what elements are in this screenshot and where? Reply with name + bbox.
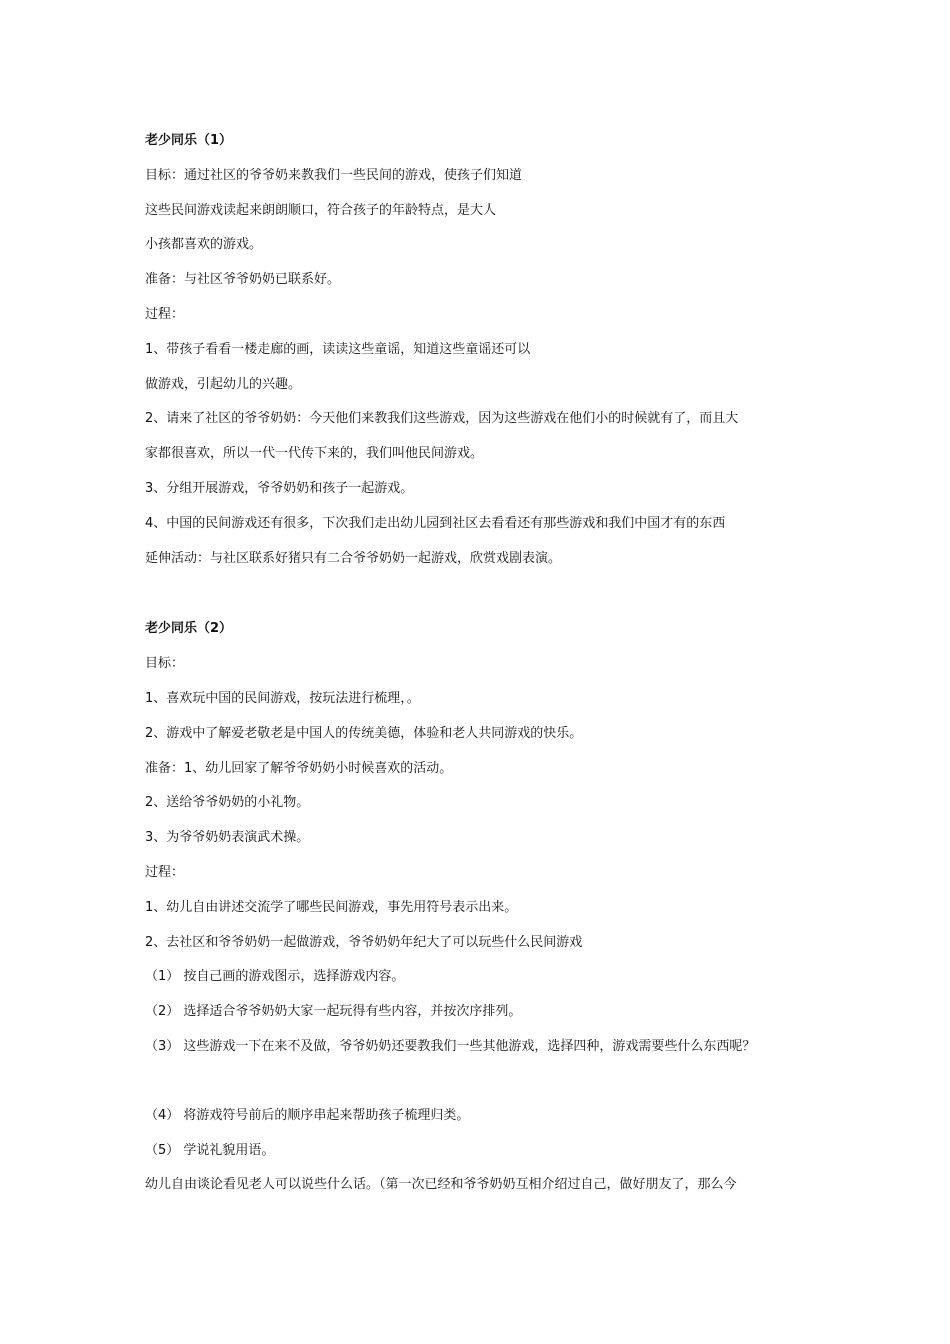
section-2-step-2: 2、去社区和爷爷奶奶一起做游戏，爷爷奶奶年纪大了可以玩些什么民间游戏 (145, 934, 583, 950)
section-2-substep-3: （3） 这些游戏一下在来不及做，爷爷奶奶还要教我们一些其他游戏，选择四种，游戏需要些什么东西呢？ (145, 1038, 756, 1054)
section-1-step-2: 2、请来了社区的爷爷奶奶：今天他们来教我们这些游戏，因为这些游戏在他们小的时候就有了，而且大 (145, 411, 739, 427)
section-2-goal-1: 1、喜欢玩中国的民间游戏，按玩法进行梳理，。 (145, 690, 420, 706)
section-2-process-label: 过程： (145, 864, 185, 880)
section-2-substep-5: （5） 学说礼貌用语。 (145, 1142, 275, 1158)
section-2-substep-2: （2） 选择适合爷爷奶奶大家一起玩得有些内容，并按次序排列。 (145, 1004, 522, 1020)
section-1-step-2-cont: 家都很喜欢，所以一代一代传下来的，我们叫他民间游戏。 (145, 446, 484, 462)
section-2-preparation-2: 2、送给爷爷奶奶的小礼物。 (145, 795, 310, 811)
section-2-substep-1: （1） 按自己画的游戏图示，选择游戏内容。 (145, 969, 405, 985)
section-2-goal-2: 2、游戏中了解爱老敬老是中国人的传统美德，体验和老人共同游戏的快乐。 (145, 725, 583, 741)
section-spacer (145, 576, 835, 612)
section-1-step-4: 4、中国的民间游戏还有很多，下次我们走出幼儿园到社区去看看还有那些游戏和我们中国才有的东西 (145, 515, 726, 531)
section-2-substep-4: （4） 将游戏符号前后的顺序串起来帮助孩子梳理归类。 (145, 1107, 470, 1123)
section-1-step-1: 1、带孩子看看一楼走廊的画，读读这些童谣，知道这些童谣还可以 (145, 341, 531, 357)
section-2-step-1: 1、幼儿自由讲述交流学了哪些民间游戏，事先用符号表示出来。 (145, 899, 518, 915)
section-1-extension: 延伸活动：与社区联系好猪只有二合爷爷奶奶一起游戏，欣赏戏剧表演。 (145, 550, 562, 566)
section-1-step-3: 3、分组开展游戏，爷爷奶奶和孩子一起游戏。 (145, 480, 414, 496)
section-1-step-1-cont: 做游戏，引起幼儿的兴趣。 (145, 376, 302, 392)
section-2-goal-label: 目标： (145, 656, 185, 672)
section-1-preparation: 准备：与社区爷爷奶奶已联系好。 (145, 272, 341, 288)
section-1-process-label: 过程： (145, 306, 185, 322)
section-2-discussion: 幼儿自由谈论看见老人可以说些什么话。（第一次已经和爷爷奶奶互相介绍过自己，做好朋友了，那么今 (145, 1177, 737, 1193)
section-1-title: 老少同乐（1） (145, 133, 233, 148)
section-2-title: 老少同乐（2） (145, 621, 233, 637)
document-page (145, 124, 835, 1203)
section-1-goal-line-2: 这些民间游戏读起来朗朗顺口，符合孩子的年龄特点，是大人 (145, 202, 497, 218)
section-1-goal-line-3: 小孩都喜欢的游戏。 (145, 237, 263, 253)
section-1-goal-line-1: 目标：通过社区的爷爷奶来教我们一些民间的游戏，使孩子们知道 (145, 167, 523, 183)
section-2-preparation-1: 准备：1、幼儿回家了解爷爷奶奶小时候喜欢的活动。 (145, 760, 453, 776)
paragraph-spacer (145, 1065, 835, 1099)
section-2-preparation-3: 3、为爷爷奶奶表演武术操。 (145, 830, 310, 846)
